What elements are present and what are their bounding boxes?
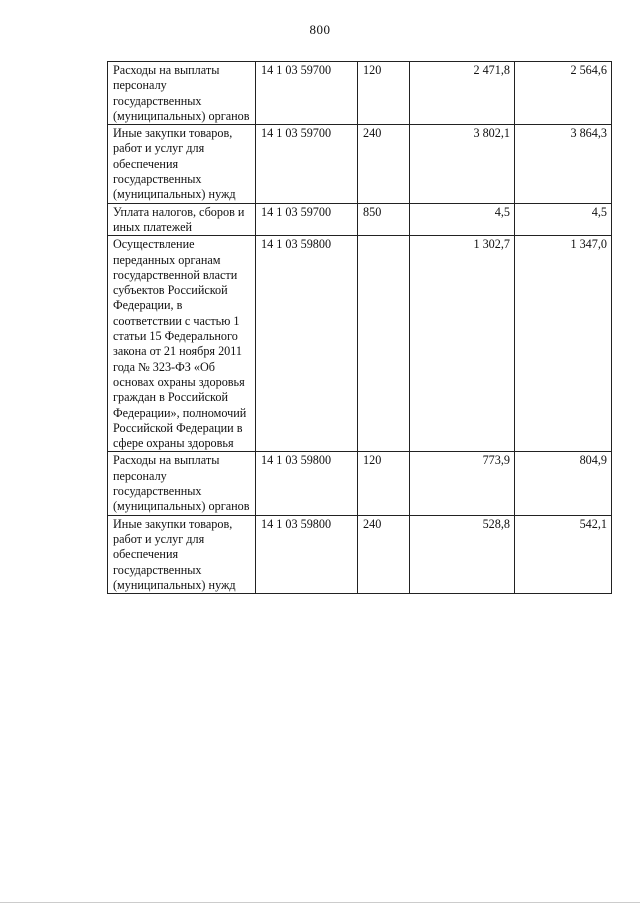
row-expense-type [358, 236, 410, 452]
row-amount-1: 4,5 [410, 203, 515, 236]
row-amount-1: 3 802,1 [410, 125, 515, 203]
row-amount-1: 1 302,7 [410, 236, 515, 452]
row-name: Осуществление переданных органам государственной власти субъектов Российской Федерации, в соответствии с частью 1 статьи 15 Федерального закона от 21 ноября 2011 года № 323-ФЗ «Об основах охраны здоровья граждан в Российской Федерации», полномочий Российской Федерации в сфере охраны здоровья [108, 236, 256, 452]
row-name: Расходы на выплаты персоналу государственных (муниципальных) органов [108, 452, 256, 515]
table-row [108, 236, 612, 452]
scan-edge-line [0, 902, 640, 903]
row-expense-type: 850 [358, 203, 410, 236]
row-expense-type: 240 [358, 125, 410, 203]
row-name: Иные закупки товаров, работ и услуг для обеспечения государственных (муниципальных) нужд [108, 125, 256, 203]
row-name: Иные закупки товаров, работ и услуг для обеспечения государственных (муниципальных) нужд [108, 515, 256, 593]
row-amount-2: 542,1 [515, 515, 612, 593]
table-row [108, 62, 612, 125]
budget-table [107, 61, 612, 594]
row-amount-2: 3 864,3 [515, 125, 612, 203]
row-code: 14 1 03 59800 [256, 515, 358, 593]
row-amount-2: 804,9 [515, 452, 612, 515]
table-row [108, 515, 612, 593]
row-expense-type: 120 [358, 452, 410, 515]
row-amount-1: 773,9 [410, 452, 515, 515]
table-row [108, 452, 612, 515]
row-amount-2: 2 564,6 [515, 62, 612, 125]
row-code: 14 1 03 59800 [256, 236, 358, 452]
table-row [108, 125, 612, 203]
row-code: 14 1 03 59700 [256, 203, 358, 236]
row-expense-type: 120 [358, 62, 410, 125]
row-amount-1: 2 471,8 [410, 62, 515, 125]
row-amount-1: 528,8 [410, 515, 515, 593]
row-code: 14 1 03 59800 [256, 452, 358, 515]
row-name: Уплата налогов, сборов и иных платежей [108, 203, 256, 236]
row-amount-2: 4,5 [515, 203, 612, 236]
page-number: 800 [309, 22, 331, 37]
row-code: 14 1 03 59700 [256, 62, 358, 125]
table-row [108, 203, 612, 236]
row-code: 14 1 03 59700 [256, 125, 358, 203]
row-expense-type: 240 [358, 515, 410, 593]
row-amount-2: 1 347,0 [515, 236, 612, 452]
row-name: Расходы на выплаты персоналу государственных (муниципальных) органов [108, 62, 256, 125]
